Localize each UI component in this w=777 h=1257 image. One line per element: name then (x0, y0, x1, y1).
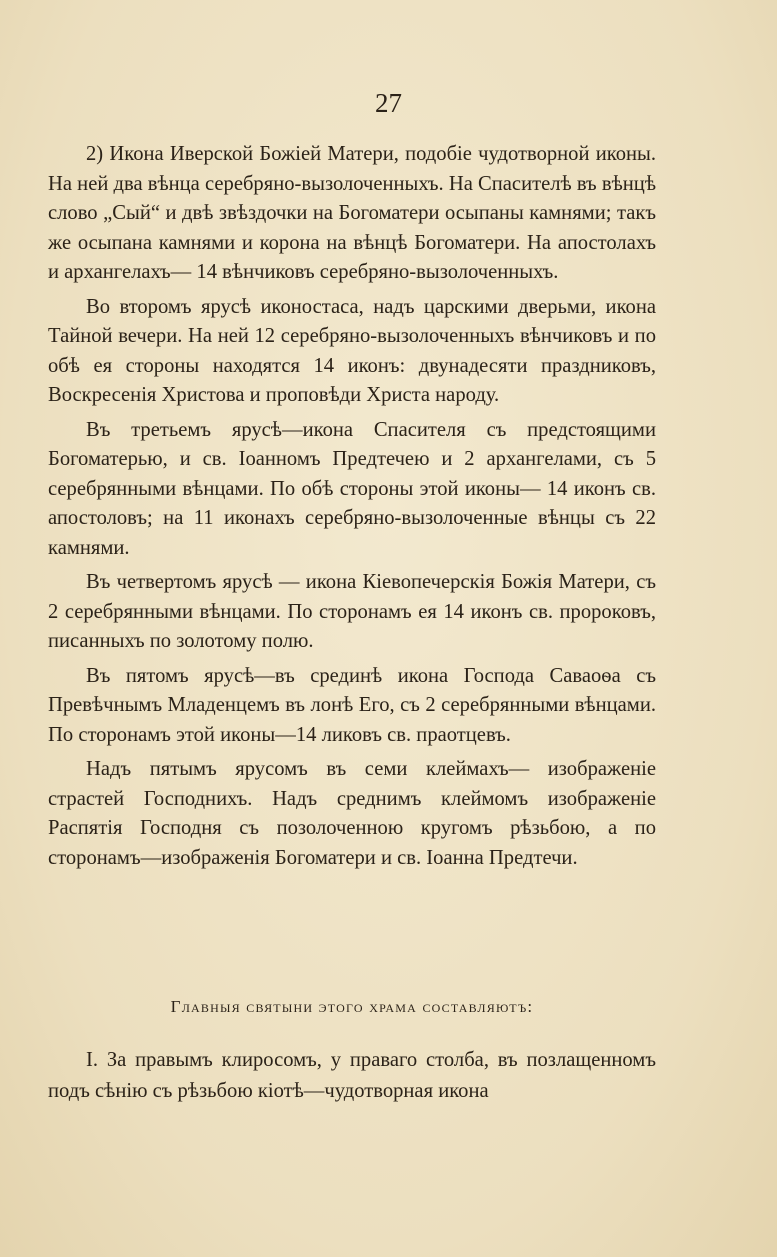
main-text (48, 140, 656, 878)
section-text (48, 1045, 656, 1107)
paragraph: I. За правымъ клиросомъ, у праваго столба, въ позлащенномъ подъ сѣнію съ рѣзьбою кіотѣ—чудотворная икона (48, 1049, 656, 1102)
page-number: 27 (375, 88, 402, 118)
paragraph: Въ третьемъ ярусѣ—икона Спасителя съ предстоящими Богоматерью, и св. Іоанномъ Предтечею и 2 архангелами, съ 5 серебрянными вѣнцами. По обѣ стороны этой иконы— 14 иконъ св. апостоловъ; на 11 иконахъ серебряно-вызолоченные вѣнцы съ 22 камнями. (48, 418, 656, 559)
paragraph: Въ четвертомъ ярусѣ — икона Кіевопечерскія Божія Матери, съ 2 серебрянными вѣнцами. По сторонамъ ея 14 иконъ св. пророковъ, писанныхъ по золотому полю. (48, 571, 656, 652)
paragraph: 2) Икона Иверской Божіей Матери, подобіе чудотворной иконы. На ней два вѣнца серебряно-вызолоченныхъ. На Спасителѣ въ вѣнцѣ слово „Сый“ и двѣ звѣздочки на Богоматери осыпаны камнями; такъ же осыпана камнями и корона на вѣнцѣ Богоматери. На апостолахъ и архангелахъ— 14 вѣнчиковъ серебряно-вызолоченныхъ. (48, 143, 656, 283)
paragraph: Въ пятомъ ярусѣ—въ срединѣ икона Господа Саваоѳа съ Превѣчнымъ Младенцемъ въ лонѣ Его, съ 2 серебрянными вѣнцами. По сторонамъ этой иконы—14 ликовъ св. праотцевъ. (48, 664, 656, 746)
paragraph: Во второмъ ярусѣ иконостаса, надъ царскими дверьми, икона Тайной вечери. На ней 12 серебряно-вызолоченныхъ вѣнчиковъ и по обѣ ея стороны находятся 14 иконъ: двунадесяти праздниковъ, Воскресенія Христова и проповѣди Христа народу. (48, 295, 656, 406)
paragraph: Надъ пятымъ ярусомъ въ семи клеймахъ— изображеніе страстей Господнихъ. Надъ среднимъ клеймомъ изображеніе Распятія Господня съ позолоченною кругомъ рѣзьбою, а по сторонамъ—изображенія Богоматери и св. Іоанна Предтечи. (48, 758, 656, 869)
section-heading: Главныя святыни этого храма составляютъ: (170, 997, 534, 1016)
